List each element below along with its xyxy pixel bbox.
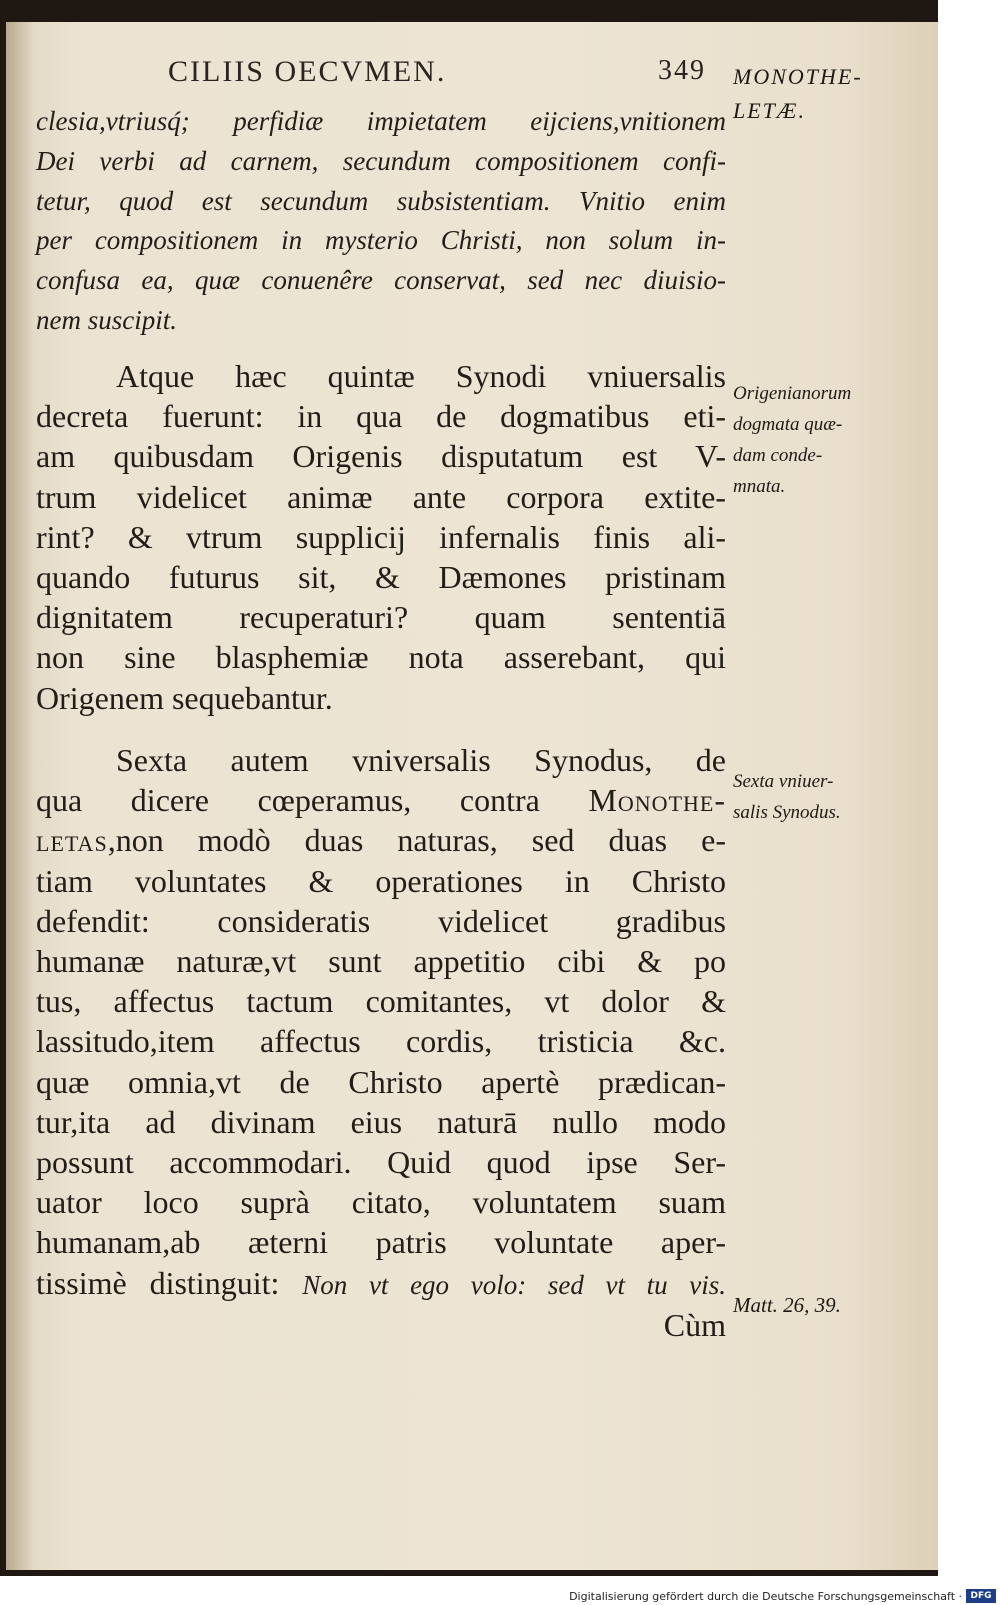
note-line: mnata.	[733, 476, 786, 497]
text-line: tus, affectus tactum comitantes, vt dolor &	[36, 983, 726, 1020]
note-line: Matt. 26, 39.	[733, 1293, 841, 1317]
small-caps-term: Monothe-	[588, 782, 726, 819]
margin-heading-line: MONOTHE-	[733, 64, 863, 89]
margin-note-sixth-synod	[733, 766, 923, 828]
text-line: decreta fuerunt: in qua de dogmatibus eti-	[36, 398, 726, 435]
text-line	[36, 780, 726, 820]
note-line: dogmata quæ-	[733, 414, 843, 435]
dfg-logo[interactable]: DFG	[966, 1589, 996, 1603]
text-line: defendit: consideratis videlicet gradibus	[36, 902, 726, 939]
page-number: 349	[658, 55, 706, 86]
text-line	[36, 1263, 726, 1305]
margin-note-matthew	[733, 1290, 923, 1321]
note-line: Sexta vniuer-	[733, 771, 834, 792]
text-line: humanæ naturæ,vt sunt appetitio cibi & po	[36, 943, 726, 980]
text-line: quando futurus sit, & Dæmones pristinam	[36, 559, 726, 596]
text-line: quæ omnia,vt de Christo apertè prædican-	[36, 1063, 726, 1100]
text-line: tetur, quod est secundum subsistentiam. Vnitio enim	[36, 185, 726, 216]
paragraph-fifth-synod	[36, 356, 726, 718]
note-line: salis Synodus.	[733, 802, 841, 823]
text-line: trum videlicet animæ ante corpora extite-	[36, 478, 726, 515]
text-line: clesia,vtriusq́; perfidiæ impietatem eijciens,vnitionem	[36, 106, 726, 136]
text-line: Dei verbi ad carnem, secundum compositionem confi-	[36, 145, 726, 176]
text-line: rint? & vtrum supplicij infernalis finis ali-	[36, 518, 726, 555]
note-line: Origenianorum	[733, 383, 852, 404]
small-caps-term: letas	[36, 822, 108, 859]
text-line: humanam,ab æterni patris voluntate aper-	[36, 1224, 726, 1261]
margin-heading	[733, 58, 913, 130]
margin-note-origen	[733, 378, 923, 502]
text-line: Atque hæc quintæ Synodi vniuersalis	[116, 358, 726, 394]
text-line	[36, 820, 726, 860]
margin-heading-line: LETÆ.	[733, 98, 806, 123]
paragraph-sixth-synod	[36, 740, 726, 1345]
text-line: am quibusdam Origenis disputatum est V-	[36, 438, 726, 475]
text-segment: qua dicere cœperamus, contra	[36, 782, 589, 819]
text-line: tur,ita ad divinam eius naturā nullo modo	[36, 1103, 726, 1140]
text-segment: ,non modò duas naturas, sed duas e-	[107, 822, 726, 859]
text-line: nem suscipit.	[36, 304, 177, 335]
italic-paragraph	[36, 102, 726, 341]
text-line: uator loco suprà citato, voluntatem suam	[36, 1184, 726, 1221]
text-line: Sexta autem vniversalis Synodus, de	[116, 742, 726, 778]
text-line: confusa ea, quæ conuenêre conservat, sed nec diuisio-	[36, 265, 726, 296]
catchword: Cùm	[663, 1306, 726, 1343]
text-line: possunt accommodari. Quid quod ipse Ser-	[36, 1144, 726, 1181]
text-segment: tissimè distinguit:	[36, 1264, 303, 1301]
running-title: CILIIS OECVMEN.	[168, 55, 447, 88]
text-line: Origenem sequebantur.	[36, 679, 333, 716]
note-line: dam conde-	[733, 445, 823, 466]
text-line: non sine blasphemiæ nota asserebant, qui	[36, 639, 726, 676]
text-line: tiam voluntates & operationes in Christo	[36, 862, 726, 899]
text-line: lassitudo,item affectus cordis, tristicia &c.	[36, 1023, 726, 1060]
text-line: dignitatem recuperaturi? quam sententiā	[36, 599, 726, 636]
footer-credit: Digitalisierung gefördert durch die Deutsche Forschungsgemeinschaft ·	[569, 1590, 962, 1603]
scripture-quote: Non vt ego volo: sed vt tu vis.	[302, 1269, 727, 1300]
text-line: per compositionem in mysterio Christi, non solum in-	[36, 225, 726, 256]
